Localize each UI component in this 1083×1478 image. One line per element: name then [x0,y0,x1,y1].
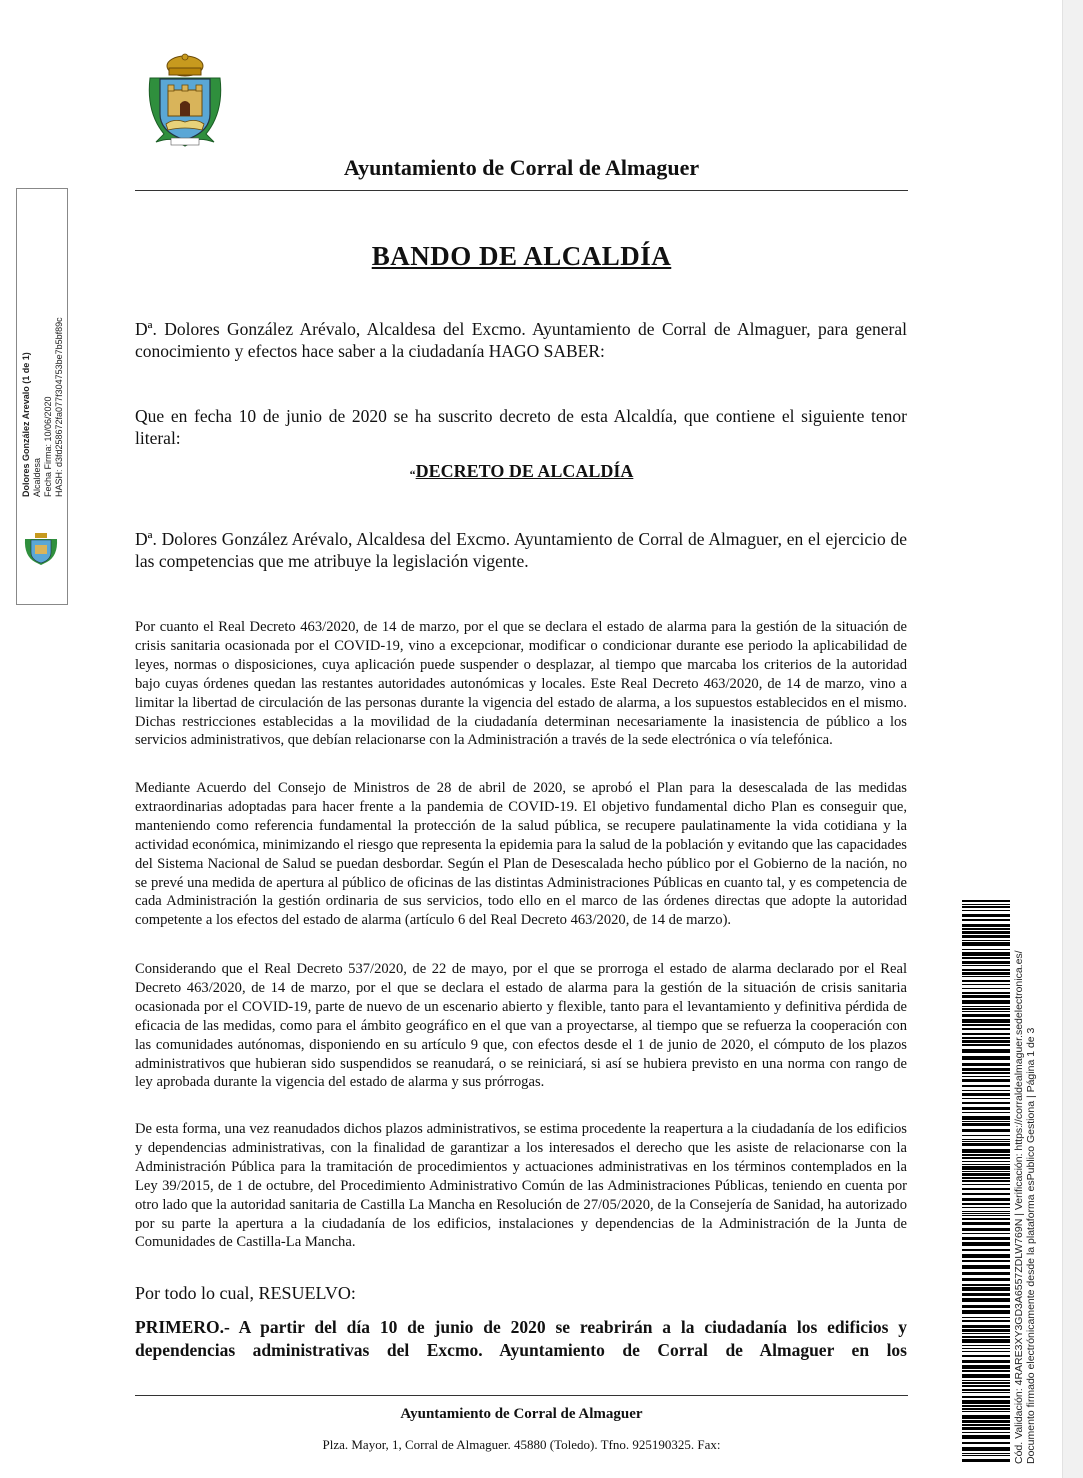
barcode-bar [962,1116,1010,1120]
barcode-bar [962,1389,1010,1391]
barcode-bar [962,1090,1010,1091]
barcode-bar [962,1177,1010,1179]
barcode-bar [962,1298,1010,1302]
date-paragraph: Que en fecha 10 de junio de 2020 se ha suscrito decreto de esta Alcaldía, que contiene el siguiente tenor literal: [135,406,907,448]
barcode-bar [962,924,1010,927]
barcode-bar [962,1228,1010,1231]
barcode-bar [962,1188,1010,1190]
barcode-bar [962,1455,1010,1456]
barcode-bar [962,1233,1010,1234]
coat-of-arms-icon [144,52,226,150]
signature-date: Fecha Firma: 10/06/2020 [43,396,53,497]
barcode-bar [962,961,1010,964]
barcode-bar [962,1360,1010,1363]
body-paragraph-1: Por cuanto el Real Decreto 463/2020, de 14 de marzo, por el que se declara el estado de alarma para la gestión de la situación de crisis sanitaria ocasionada por el COVID-19, vino a excepcionar, modificar o condicionar durante ese periodo la aplicabilidad de leyes, normas o disposiciones, cuya aplicación puede suspender o desplazar, al tiempo que marcaba los criterios de la autoridad bajo cuyas órdenes quedan las restantes autoridades autonómicas y locales. Este Real Decreto 463/2020, de 14 de marzo, vino a limitar la libertad de circulación de las personas durante la vigencia del estado de alarma, a los supuestos establecidos en el mismo. Dichas restricciones establecidas a la movilidad de la ciudadanía determinan necesariamente la inasistencia de público a los servicios administrativos, que debían relacionarse con la Administración a través de la sede electrónica o vía telefónica. [135,619,907,749]
signature-hash: HASH: d3fd258672fa077f304753be7b5bf89c [54,317,64,497]
barcode-bar [962,1396,1010,1398]
barcode-bar [962,1385,1010,1387]
barcode-bar [962,1333,1010,1334]
barcode-bar [962,1028,1010,1030]
validation-text [1013,950,1037,1464]
primero-paragraph: PRIMERO.- A partir del día 10 de junio de 2020 se reabrirán a la ciudadanía los edificios y dependencias administrativas del Excmo. Ayuntamiento de Corral de Almaguer en los [135,1317,907,1360]
barcode-bar [962,1287,1010,1291]
barcode-bar [962,1161,1010,1162]
barcode-bar [962,935,1010,938]
barcode-bar [962,1400,1010,1404]
barcode-bar [962,942,1010,946]
validation-line-1: Cód. Validación: 4RARE3XY3GD3A6557ZDLW769N | Verificación: https://corraldealmaguer.sedelectronica.es/ [1013,950,1025,1464]
barcode-bar [962,1242,1010,1246]
barcode-bar [962,1164,1010,1165]
barcode-bar [962,1222,1010,1225]
barcode-bar [962,995,1010,998]
barcode-bar [962,1135,1010,1136]
barcode-bar [962,1072,1010,1074]
barcode-bar [962,1076,1010,1077]
barcode-bar [962,984,1010,985]
barcode-bar [962,1272,1010,1275]
barcode-bar [962,1411,1010,1412]
barcode-bar [962,1037,1010,1039]
barcode-bar [962,1139,1010,1140]
barcode-bar [962,1085,1010,1087]
barcode-bar [962,1265,1010,1269]
barcode-bar [962,1320,1010,1322]
barcode-bar [962,1093,1010,1096]
barcode-bar [962,1432,1010,1433]
barcode-bar [962,1310,1010,1314]
barcode-bar [962,1370,1010,1372]
barcode-bar [962,1166,1010,1170]
signer-role: Alcaldesa [32,457,42,497]
barcode-bar [962,906,1010,908]
barcode-bar [962,1107,1010,1110]
barcode-bar [962,1365,1010,1369]
barcode-bar [962,1442,1010,1444]
body-paragraph-3: Considerando que el Real Decreto 537/2020, de 22 de mayo, por el que se prorroga el estado de alarma declarado por el Real Decreto 463/2020, de 14 de marzo, por el que se declara el estado de alarma para la gestión de la situación de crisis sanitaria ocasionada por el COVID-19, parte de nuevo de un escenario abierto y flexible, tanto para el levantamiento y definitiva pérdida de eficacia de las medidas, como para el ámbito geográfico en el que van a proyectarse, al tiempo que se refuerza la cooperación con las comunidades autónomas, disponiendo en su artículo 9 que, con efectos desde el 1 de junio de 2020, el cómputo de los plazos administrativos que hubieran sido suspendidos se reanudará, o se reiniciará, si así se hubiera previsto en una norma con rango de ley aprobada durante la vigencia del estado de alarma y sus prórrogas. [135,961,907,1091]
barcode-bar [962,1173,1010,1176]
barcode-bar [962,1380,1010,1381]
barcode-bar [962,949,1010,950]
barcode-bar [962,1123,1010,1126]
barcode-bar [962,1129,1010,1132]
barcode-bar [962,1063,1010,1066]
barcode-bar [962,914,1010,917]
resuelvo-line: Por todo lo cual, RESUELVO: [135,1283,356,1303]
barcode-bar [962,1435,1010,1439]
body-paragraph-4: De esta forma, una vez reanudados dichos plazos administrativos, se estima procedente la reapertura a la ciudadanía de los edificios y dependencias administrativas, con la finalidad de garantizar a los interesados el derecho que les asiste de relacionarse con la Administración Pública para la tramitación de procedimientos y actuaciones administrativas en los términos contemplados en la Ley 39/2015, de 1 de octubre, del Procedimiento Administrativo Común de las Administraciones Públicas, teniendo en cuenta por otro lado que la autoridad sanitaria de Castilla La Mancha en Resolución de 27/05/2020, de la Consejería de Sanidad, ha autorizado por su parte la apertura a la ciudadanía de los edificios, instalaciones y dependencias de la Administración de la Junta de Comunidades de Castilla-La Mancha. [135,1121,907,1251]
barcode-bar [962,1024,1010,1026]
signature-box [16,188,68,605]
barcode-bar [962,992,1010,994]
barcode-bar [962,910,1010,911]
barcode-bar [962,1325,1010,1328]
footer-name: Ayuntamiento de Corral de Almaguer [400,1406,643,1422]
barcode-bar [962,1355,1010,1357]
coat-of-arms-icon [21,532,61,566]
barcode-bar [962,1351,1010,1352]
barcode-bar [962,919,1010,921]
barcode-bar [962,1254,1010,1258]
barcode-bar [962,969,1010,971]
barcode-bar [962,1329,1010,1332]
validation-line-2: Documento firmado electrónicamente desde la plataforma esPublico Gestiona | Página 1 de 3 [1025,1027,1037,1464]
barcode-bar [962,1405,1010,1407]
barcode-bar [962,1141,1010,1142]
barcode-bar [962,1374,1010,1378]
barcode-bar [962,957,1010,959]
page-edge [1062,0,1083,1478]
barcode-bar [962,1000,1010,1004]
barcode-bar [962,931,1010,934]
barcode-bar [962,980,1010,982]
document-title: BANDO DE ALCALDÍA [371,241,672,271]
signer-name: Dolores González Arevalo (1 de 1) [21,352,31,497]
barcode-bar [962,1420,1010,1423]
barcode-bar [962,1336,1010,1338]
barcode-bar [962,1260,1010,1262]
footer-divider [135,1395,908,1396]
barcode-bar [962,1049,1010,1053]
barcode-bar [962,940,1010,941]
barcode-bar [962,1211,1010,1212]
barcode-bar [962,1447,1010,1451]
barcode-bar [962,988,1010,989]
barcode-bar [962,965,1010,966]
barcode-bar [962,1427,1010,1430]
decreto-intro-paragraph: Dª. Dolores González Arévalo, Alcaldesa del Excmo. Ayuntamiento de Corral de Almaguer, en el ejercicio de las competencias que me atribuye la legislación vigente. [135,529,907,571]
barcode-bar [962,1213,1010,1214]
decreto-title: DECRETO DE ALCALDÍA [415,461,634,481]
barcode-bar [962,1218,1010,1220]
footer-address: Plza. Mayor, 1, Corral de Almaguer. 45880 (Toledo). Tfno. 925190325. Fax: [322,1437,721,1452]
barcode-bar [962,1203,1010,1205]
barcode-bar [962,1415,1010,1419]
barcode-bar [962,1339,1010,1343]
barcode-bar [962,1305,1010,1308]
barcode-bar [962,1143,1010,1146]
barcode-bar [962,976,1010,977]
barcode-bar [962,1392,1010,1393]
barcode-bar [962,1079,1010,1082]
barcode-bar [962,1345,1010,1346]
barcode-bar [962,1154,1010,1156]
barcode-bar [962,1019,1010,1023]
barcode-bar [962,900,1010,902]
body-paragraph-2: Mediante Acuerdo del Consejo de Ministros de 28 de abril de 2020, se aprobó el Plan para la desescalada de las medidas extraordinarias adoptadas para hacer frente a la pandemia de COVID-19. El objetivo fundamental dicho Plan es conseguir que, manteniendo como referencia fundamental la protección de la salud pública, se recupere paulatinamente la vida cotidiana y la actividad económica, minimizando el riesgo que representa la epidemia para la salud de la población y evitando que las capacidades del Sistema Nacional de Salud se puedan desbordar. Según el Plan de Desescalada hecho público por el Gobierno de la nación, no se prevé una medida de apertura al público de oficinas de las distintas Administraciones Públicas en cuanto tal, y es competencia de cada Administración la gestión ordinaria de sus servicios, todo ello en el marco de las órdenes directas que adopte la autoridad competente a los efectos del estado de alarma (artículo 6 del Real Decreto 463/2020, de 14 de marzo). [135,780,907,929]
header-divider [135,190,908,191]
barcode-bar [962,1424,1010,1426]
page-title: Ayuntamiento de Corral de Almaguer [343,155,700,180]
barcode-bar [962,1171,1010,1172]
barcode-bar [962,1014,1010,1017]
barcode-bar [962,1284,1010,1286]
barcode-bar [962,1180,1010,1182]
barcode-bar [962,1098,1010,1099]
barcode-bar [962,1193,1010,1195]
barcode-bar [962,1056,1010,1060]
barcode-bar [962,1459,1010,1462]
barcode-bar [962,1184,1010,1185]
barcode-bar [962,1033,1010,1035]
barcode-bar [962,1293,1010,1296]
barcode-bar [962,952,1010,956]
barcode-bar [962,1112,1010,1113]
barcode-bar [962,1198,1010,1201]
barcode-bar [962,1149,1010,1153]
opening-quote: “ [409,467,416,481]
barcode-bar [962,972,1010,975]
barcode-bar [962,1008,1010,1010]
barcode-bar [962,1157,1010,1159]
barcode-bar [962,1121,1010,1122]
barcode-bar [962,1215,1010,1216]
barcode-bar [962,1348,1010,1349]
barcode-icon [962,900,1010,1465]
barcode-bar [962,1068,1010,1071]
intro-paragraph: Dª. Dolores González Arévalo, Alcaldesa del Excmo. Ayuntamiento de Corral de Almaguer, para general conocimiento y efectos hace saber a la ciudadanía HAGO SABER: [135,319,907,361]
barcode-bar [962,1006,1010,1007]
barcode-bar [962,1278,1010,1281]
barcode-bar [962,1207,1010,1208]
barcode-bar [962,1249,1010,1251]
barcode-bar [962,904,1010,905]
barcode-bar [962,1382,1010,1384]
barcode-bar [962,1453,1010,1454]
barcode-bar [962,1102,1010,1104]
barcode-bar [962,1317,1010,1318]
barcode-bar [962,1011,1010,1012]
decreto-heading [135,461,908,482]
barcode-bar [962,928,1010,930]
barcode-bar [962,1044,1010,1046]
barcode-bar [962,1237,1010,1240]
barcode-bar [962,1040,1010,1043]
barcode-bar [962,1408,1010,1410]
